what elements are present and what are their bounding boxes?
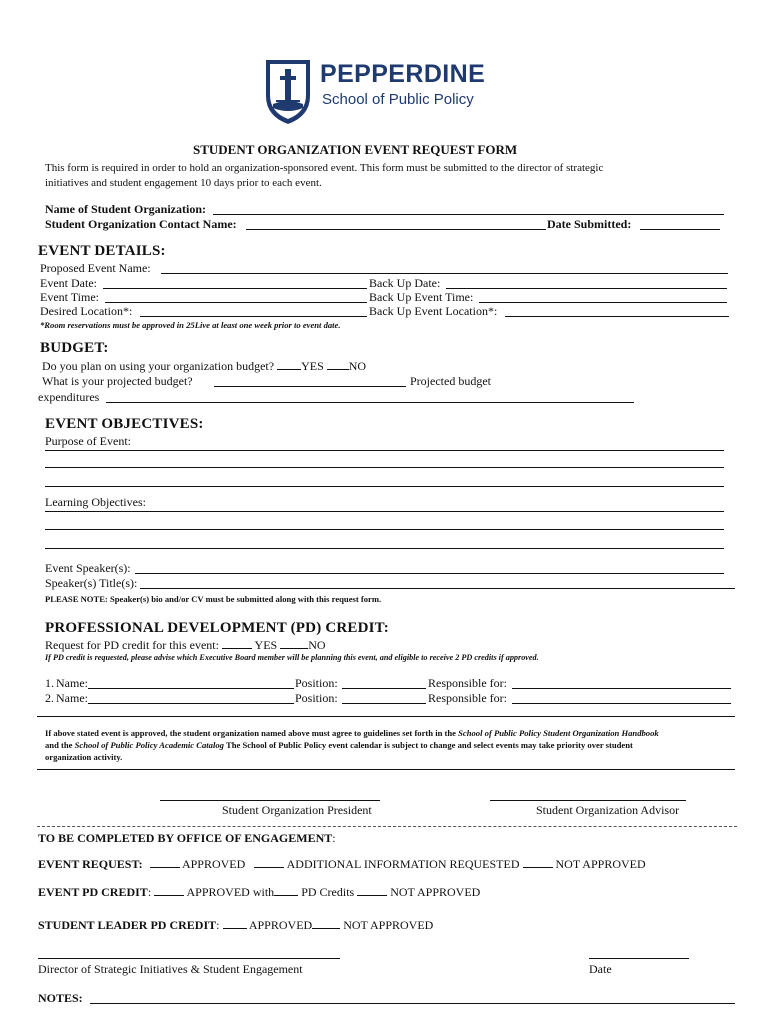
director-label: Director of Strategic Initiatives & Student Engagement — [38, 962, 303, 976]
pd-credit-row: EVENT PD CREDIT: APPROVED with PD Credits NOT APPROVED — [38, 885, 481, 899]
pd-no-label: NO — [308, 638, 326, 652]
pd-row-2-num: 2. — [45, 691, 54, 705]
titles-label: Speaker(s) Title(s): — [45, 576, 138, 590]
leader-pd-label: STUDENT LEADER PD CREDIT — [38, 918, 217, 932]
speakers-field[interactable] — [135, 561, 724, 574]
pd-row-1-responsible-label: Responsible for: — [428, 676, 507, 690]
proposed-name-label: Proposed Event Name: — [40, 261, 151, 275]
pd-note: If PD credit is requested, please advise which Executive Board member will be planning this event, and eligible to receive 2 PD credits if approved. — [45, 653, 539, 662]
advisor-label: Student Organization Advisor — [536, 803, 680, 817]
date-signature-line[interactable] — [589, 958, 689, 959]
notes-label: NOTES: — [38, 991, 83, 1005]
purpose-line-1[interactable] — [45, 450, 724, 451]
pd-separator — [37, 716, 735, 717]
agreement-separator — [37, 769, 735, 770]
pd-row-2-responsible-field[interactable] — [512, 691, 731, 704]
backup-location-field[interactable] — [505, 304, 729, 317]
event-date-label: Event Date: — [40, 276, 97, 290]
event-request-not-approved: NOT APPROVED — [555, 857, 646, 871]
budget-q1-text: Do you plan on using your organization budget? — [42, 359, 275, 373]
desired-location-label: Desired Location*: — [40, 304, 133, 318]
event-request-label: EVENT REQUEST: — [38, 857, 143, 871]
objectives-heading: EVENT OBJECTIVES: — [45, 416, 204, 432]
office-heading-colon: : — [332, 831, 336, 845]
leader-pd-row: STUDENT LEADER PD CREDIT: APPROVED NOT APPROVED — [38, 918, 434, 932]
event-request-additional-blank[interactable] — [254, 856, 284, 868]
budget-yes-blank[interactable] — [277, 358, 301, 370]
intro-line-2: initiatives and student engagement 10 days prior to each event. — [45, 177, 322, 189]
office-heading — [38, 831, 336, 846]
speaker-note: PLEASE NOTE: Speaker(s) bio and/or CV must be submitted along with this request form. — [45, 594, 382, 604]
org-name-label: Name of Student Organization: — [45, 202, 206, 216]
pd-row-1-position-field[interactable] — [342, 676, 426, 689]
expenditures-label: expenditures — [38, 390, 100, 404]
pd-credit-approved-with: APPROVED with — [186, 885, 275, 899]
event-request-approved: APPROVED — [181, 857, 246, 871]
backup-time-field[interactable] — [479, 290, 727, 303]
pd-credit-not-approved-blank[interactable] — [357, 884, 387, 896]
date-label: Date — [589, 962, 612, 976]
budget-yes-label: YES — [301, 359, 324, 373]
projected-budget-field[interactable] — [214, 374, 406, 387]
purpose-line-2[interactable] — [45, 467, 724, 468]
pd-row-1-name-label: Name: — [56, 676, 88, 690]
leader-pd-approved: APPROVED — [248, 918, 313, 932]
budget-q2: What is your projected budget? — [42, 374, 193, 388]
pd-row-2-position-field[interactable] — [342, 691, 426, 704]
agreement-catalog: School of Public Policy Academic Catalog — [74, 740, 224, 750]
projected-budget-label: Projected budget — [410, 374, 491, 388]
agreement-p2a: and the — [45, 740, 73, 750]
pd-request-text: Request for PD credit for this event: — [45, 638, 219, 652]
pd-row-2 — [45, 691, 735, 705]
desired-location-field[interactable] — [140, 304, 367, 317]
expenditures-field[interactable] — [106, 390, 634, 403]
learning-line-2[interactable] — [45, 529, 724, 530]
agreement-p2b: The School of Public Policy event calendar is subject to change and select events may take priority over student — [225, 740, 633, 750]
pd-credit-count-blank[interactable] — [274, 884, 298, 896]
logo-wordmark: PEPPERDINE — [320, 60, 486, 88]
shield-icon — [264, 56, 312, 126]
director-signature-line[interactable] — [38, 958, 340, 959]
backup-date-label: Back Up Date: — [369, 276, 441, 290]
event-time-field[interactable] — [105, 290, 367, 303]
purpose-line-3[interactable] — [45, 486, 724, 487]
contact-name-label: Student Organization Contact Name: — [45, 217, 237, 231]
pd-row-2-name-label: Name: — [56, 691, 88, 705]
pd-row-2-name-field[interactable] — [88, 691, 294, 704]
backup-date-field[interactable] — [446, 276, 727, 289]
contact-name-field[interactable] — [246, 217, 546, 230]
notes-field[interactable] — [90, 991, 735, 1004]
pd-yes-label: YES — [254, 638, 278, 652]
pd-heading: PROFESSIONAL DEVELOPMENT (PD) CREDIT: — [45, 620, 389, 636]
logo-subtitle: School of Public Policy — [322, 91, 474, 108]
agreement-p3: organization activity. — [45, 752, 123, 762]
leader-pd-not-approved-blank[interactable] — [312, 917, 340, 929]
pd-row-1-num: 1. — [45, 676, 54, 690]
pd-row-1-responsible-field[interactable] — [512, 676, 731, 689]
proposed-name-field[interactable] — [161, 261, 728, 274]
backup-location-label: Back Up Event Location*: — [369, 304, 498, 318]
pd-yes-blank[interactable] — [222, 637, 252, 649]
backup-time-label: Back Up Event Time: — [369, 290, 474, 304]
pd-credit-not-approved: NOT APPROVED — [390, 885, 481, 899]
leader-pd-not-approved: NOT APPROVED — [343, 918, 434, 932]
pd-row-1 — [45, 676, 735, 690]
pd-row-2-responsible-label: Responsible for: — [428, 691, 507, 705]
office-divider — [37, 826, 737, 827]
agreement-handbook: School of Public Policy Student Organization Handbook — [458, 728, 659, 738]
pd-row-1-position-label: Position: — [295, 676, 338, 690]
room-note: *Room reservations must be approved in 25Live at least one week prior to event date. — [40, 320, 341, 330]
titles-field[interactable] — [140, 576, 735, 589]
leader-pd-approved-blank[interactable] — [223, 917, 247, 929]
budget-heading: BUDGET: — [40, 340, 109, 356]
budget-no-blank[interactable] — [327, 358, 349, 370]
learning-line-3[interactable] — [45, 548, 724, 549]
agreement-line-2 — [45, 739, 659, 751]
event-request-additional: ADDITIONAL INFORMATION REQUESTED — [286, 857, 520, 871]
purpose-label: Purpose of Event: — [45, 434, 131, 448]
pd-row-1-name-field[interactable] — [88, 676, 294, 689]
budget-q1 — [42, 358, 366, 374]
office-heading-text: TO BE COMPLETED BY OFFICE OF ENGAGEMENT — [38, 831, 333, 845]
president-label: Student Organization President — [222, 803, 372, 817]
pd-credit-approved-blank[interactable] — [154, 884, 184, 896]
form-title: STUDENT ORGANIZATION EVENT REQUEST FORM — [193, 142, 518, 157]
pd-no-blank[interactable] — [280, 637, 308, 649]
pd-credit-credits: PD Credits — [301, 885, 355, 899]
pepperdine-logo — [264, 56, 496, 126]
learning-line-1[interactable] — [45, 511, 724, 512]
org-name-field[interactable] — [213, 202, 724, 215]
advisor-signature-line[interactable] — [490, 800, 686, 801]
pd-credit-label: EVENT PD CREDIT — [38, 885, 148, 899]
event-details-heading: EVENT DETAILS: — [38, 243, 166, 259]
agreement-line-1 — [45, 727, 659, 739]
date-submitted-label: Date Submitted: — [547, 217, 632, 231]
pd-request — [45, 637, 326, 653]
event-time-label: Event Time: — [40, 290, 100, 304]
agreement-p1: If above stated event is approved, the student organization named above must agree to guidelines set forth in the — [45, 728, 456, 738]
agreement-text — [45, 727, 659, 763]
budget-no-label: NO — [348, 359, 367, 373]
learning-label: Learning Objectives: — [45, 495, 146, 509]
intro-line-1: This form is required in order to hold an organization-sponsored event. This form must be submitted to the director of strategic — [45, 162, 604, 174]
speakers-label: Event Speaker(s): — [45, 561, 131, 575]
president-signature-line[interactable] — [160, 800, 380, 801]
date-submitted-field[interactable] — [640, 217, 720, 230]
event-request-row — [38, 856, 646, 872]
event-request-not-approved-blank[interactable] — [523, 856, 553, 868]
pd-row-2-position-label: Position: — [295, 691, 338, 705]
event-date-field[interactable] — [103, 276, 367, 289]
event-request-approved-blank[interactable] — [150, 856, 180, 868]
